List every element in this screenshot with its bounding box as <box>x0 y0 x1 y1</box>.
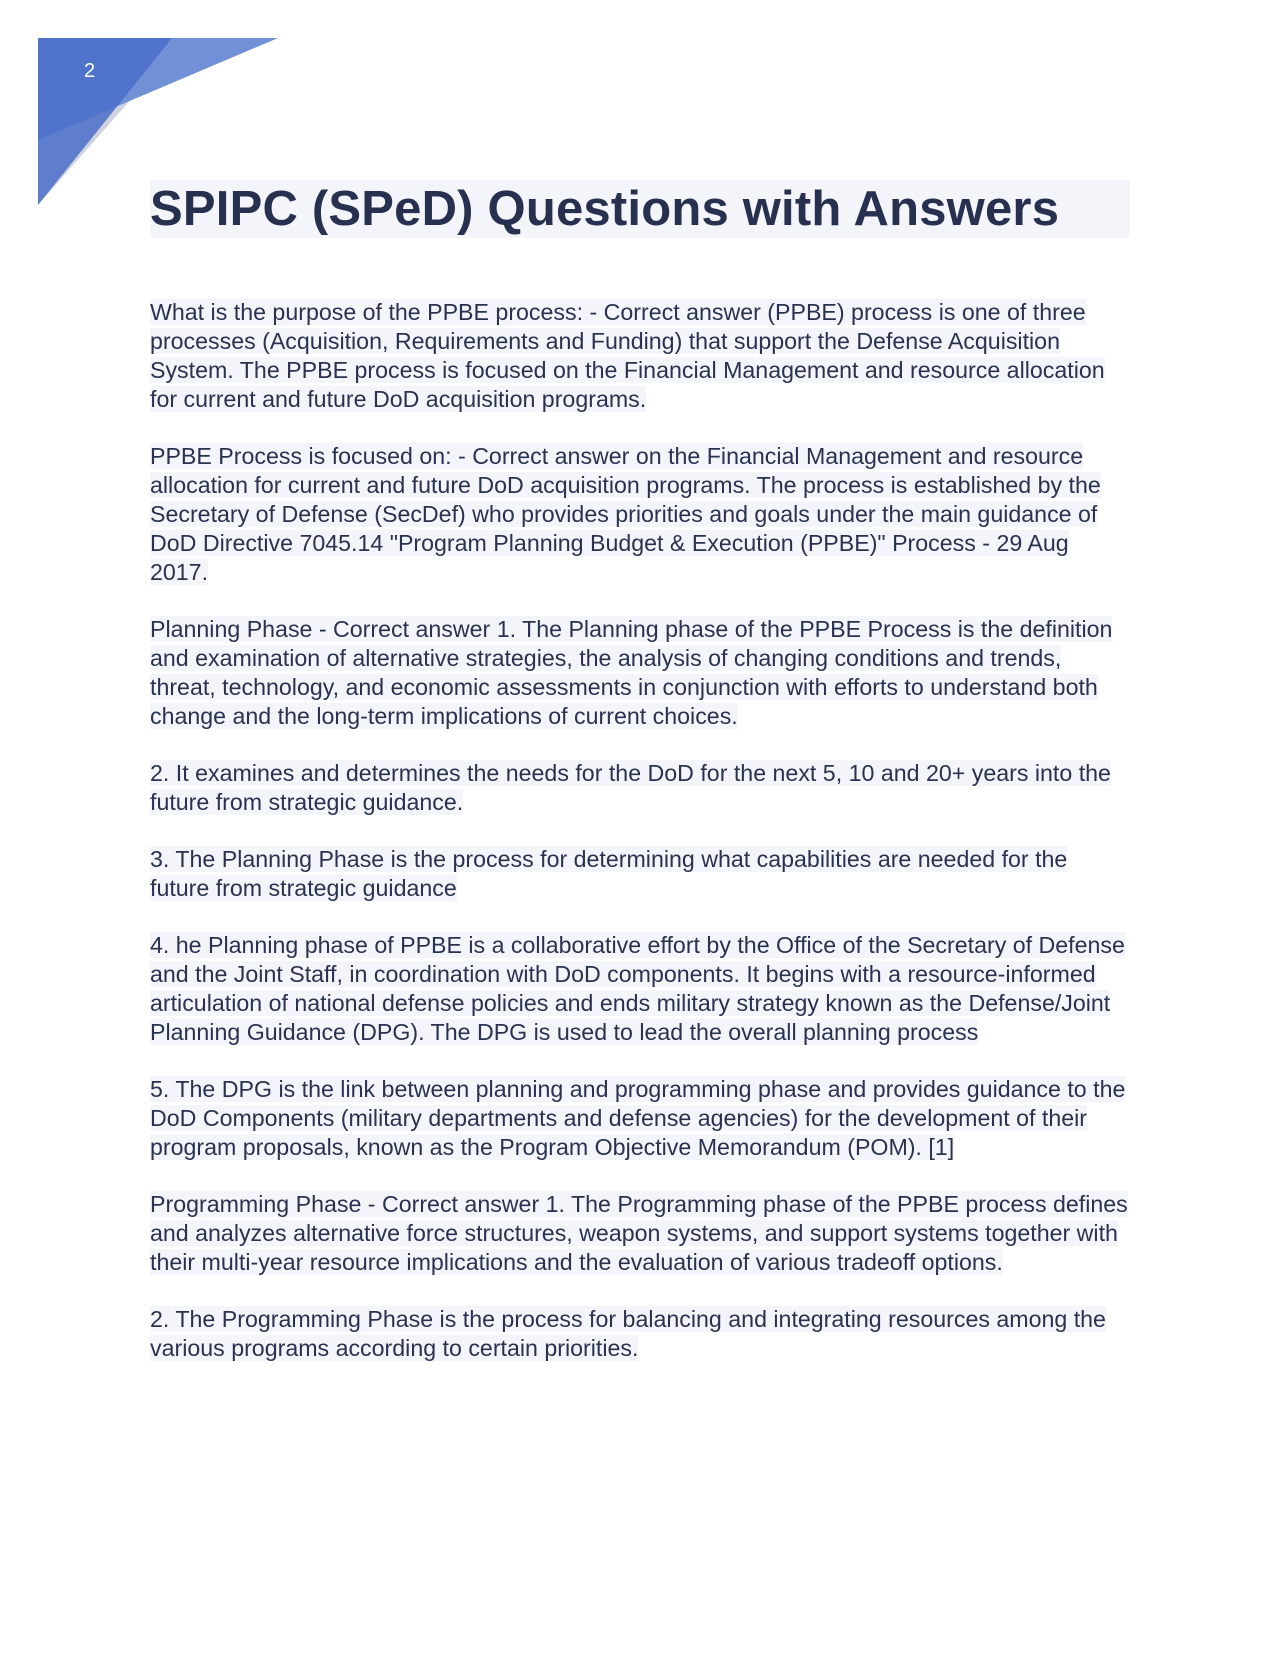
paragraph-text: Planning Phase - Correct answer 1. The Planning phase of the PPBE Process is the definition and examination of alternative strategies, the analysis of changing conditions and trends, threat, technology, and economic assessments in conjunction with efforts to understand both change and the long-term implications of current choices. <box>150 616 1113 729</box>
paragraph <box>150 442 1130 587</box>
paragraph-text: 2. The Programming Phase is the process for balancing and integrating resources among the various programs according to certain priorities. <box>150 1306 1106 1361</box>
paragraph <box>150 1190 1130 1277</box>
paragraph <box>150 845 1130 903</box>
paragraph <box>150 615 1130 731</box>
page-number: 2 <box>84 60 96 82</box>
paragraph-list <box>150 298 1130 1363</box>
paragraph-text: What is the purpose of the PPBE process: - Correct answer (PPBE) process is one of three processes (Acquisition, Requirements and Funding) that support the Defense Acquisition System. The PPBE process is focused on the Financial Management and resource allocation for current and future DoD acquisition programs. <box>150 299 1105 412</box>
paragraph-text: 3. The Planning Phase is the process for determining what capabilities are needed for the future from strategic guidance <box>150 846 1068 901</box>
paragraph <box>150 931 1130 1047</box>
paragraph-text: PPBE Process is focused on: - Correct answer on the Financial Management and resource allocation for current and future DoD acquisition programs. The process is established by the Secretary of Defense (SecDef) who provides priorities and goals under the main guidance of DoD Directive 7045.14 "Program Planning Budget & Execution (PPBE)" Process - 29 Aug 2017. <box>150 443 1101 585</box>
paragraph <box>150 759 1130 817</box>
document-body <box>150 180 1130 1391</box>
paragraph-text: 5. The DPG is the link between planning and programming phase and provides guidance to the DoD Components (military departments and defense agencies) for the development of their program proposals, known as the Program Objective Memorandum (POM). [1] <box>150 1076 1126 1160</box>
paragraph-text: Programming Phase - Correct answer 1. The Programming phase of the PPBE process defines and analyzes alternative force structures, weapon systems, and support systems together with their multi-year resource implications and the evaluation of various tradeoff options. <box>150 1191 1128 1275</box>
paragraph <box>150 1305 1130 1363</box>
paragraph-text: 2. It examines and determines the needs for the DoD for the next 5, 10 and 20+ years into the future from strategic guidance. <box>150 760 1111 815</box>
paragraph <box>150 1075 1130 1162</box>
paragraph <box>150 298 1130 414</box>
paragraph-text: 4. he Planning phase of PPBE is a collaborative effort by the Office of the Secretary of Defense and the Joint Staff, in coordination with DoD components. It begins with a resource-informed articulation of national defense policies and ends military strategy known as the Defense/Joint Planning Guidance (DPG). The DPG is used to lead the overall planning process <box>150 932 1125 1045</box>
document-title: SPIPC (SPeD) Questions with Answers <box>150 180 1130 238</box>
